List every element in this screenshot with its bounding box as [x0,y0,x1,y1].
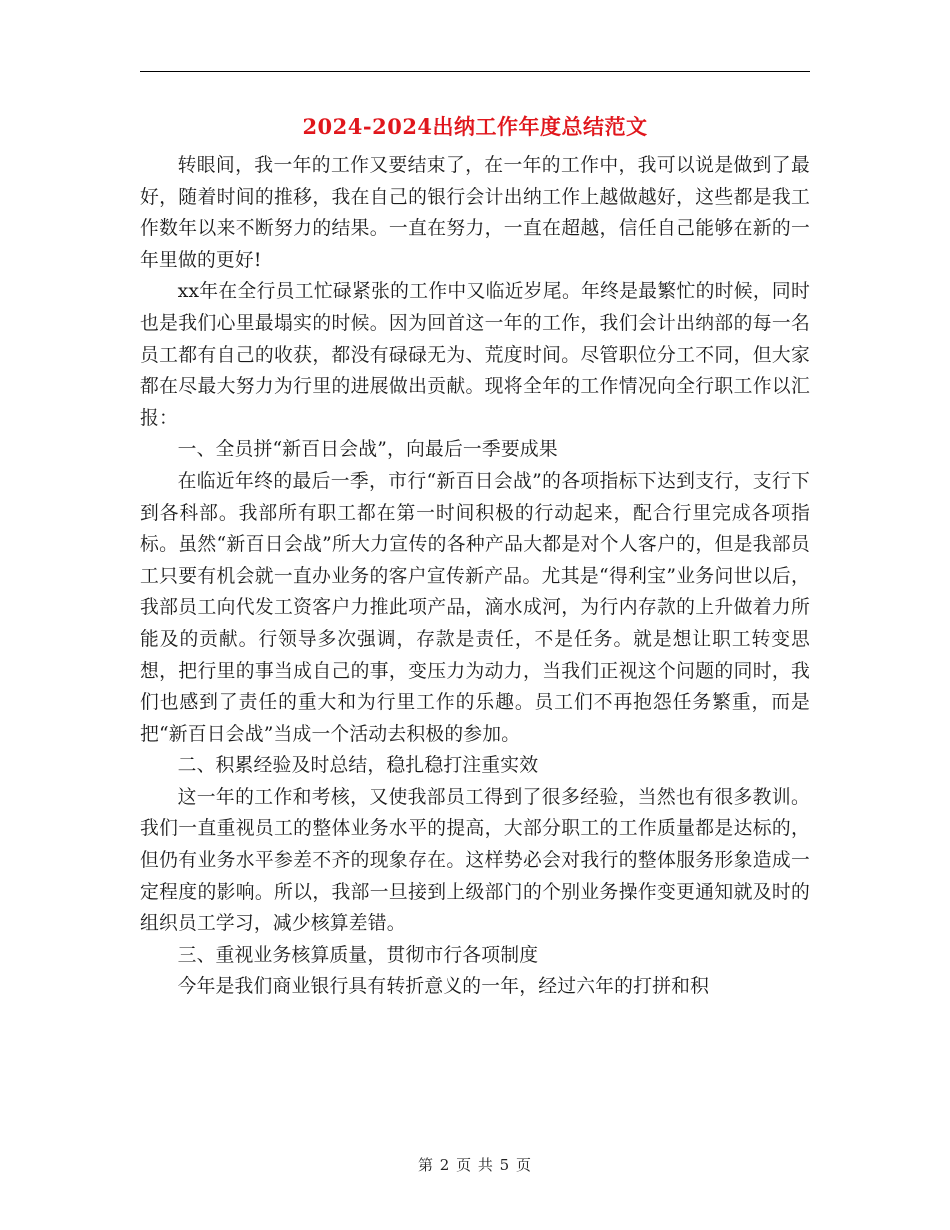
page-number-footer: 第 2 页 共 5 页 [418,1156,532,1174]
section-heading: 二、积累经验及时总结，稳扎稳打注重实效 [177,755,539,777]
paragraph: xx年在全行员工忙碌紧张的工作中又临近岁尾。年终是最繁忙的时候，同时也是我们心里最塌实的时候。因为回首这一年的工作，我们会计出纳部的每一名员工都有自己的收获，都没有碌碌无为、荒度时间。尽管职位分工不同，但大家都在尽最大努力为行里的进展做出贡献。现将全年的工作情况向全行职工作以汇报： [140,281,810,429]
document-title: 2024-2024出纳工作年度总结范文 [302,114,648,139]
paragraph: 这一年的工作和考核，又使我部员工得到了很多经验，当然也有很多教训。我们一直重视员工的整体业务水平的提高，大部分职工的工作质量都是达标的，但仍有业务水平参差不齐的现象存在。这样势必会对我行的整体服务形象造成一定程度的影响。所以，我部一旦接到上级部门的个别业务操作变更通知就及时的组织员工学习，减少核算差错。 [140,786,810,935]
paragraph: 今年是我们商业银行具有转折意义的一年，经过六年的打拼和积 [177,976,710,998]
section-heading: 三、重视业务核算质量，贯彻市行各项制度 [177,944,539,966]
paragraph: 转眼间，我一年的工作又要结束了，在一年的工作中，我可以说是做到了最好，随着时间的推移，我在自己的银行会计出纳工作上越做越好，这些都是我工作数年以来不断努力的结果。一直在努力，一直在超越，信任自己能够在新的一年里做的更好! [140,155,810,271]
document-body [140,150,810,1003]
paragraph: 在临近年终的最后一季，市行“新百日会战”的各项指标下达到支行，支行下到各科部。我部所有职工都在第一时间积极的行动起来，配合行里完成各项指标。虽然“新百日会战”所大力宣传的各种产品大都是对个人客户的，但是我部员工只要有机会就一直办业务的客户宣传新产品。尤其是“得利宝”业务问世以后，我部员工向代发工资客户力推此项产品，滴水成河，为行内存款的上升做着力所能及的贡献。行领导多次强调，存款是责任，不是任务。就是想让职工转变思想，把行里的事当成自己的事，变压力为动力，当我们正视这个问题的同时，我们也感到了责任的重大和为行里工作的乐趣。员工们不再抱怨任务繁重，而是把“新百日会战”当成一个活动去积极的参加。 [140,470,810,745]
section-heading: 一、全员拼“新百日会战”，向最后一季要成果 [177,439,558,461]
header-rule [140,71,810,72]
